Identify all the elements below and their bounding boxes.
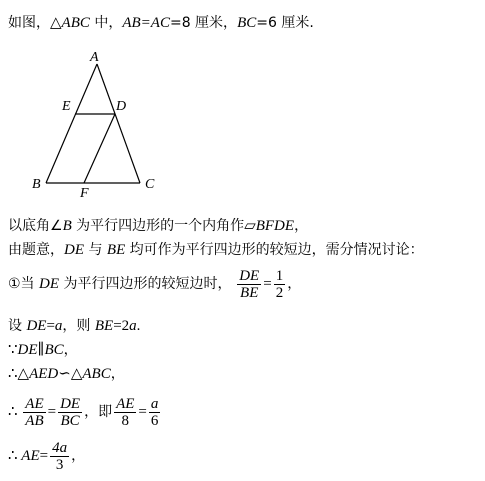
solution-line-6: ∴△AED∽△ABC， <box>8 366 125 382</box>
fraction-one-half: $\frac{1}{2}$ <box>275 268 284 301</box>
fraction-4a-3: $\frac{4a}{3}$ <box>52 440 68 473</box>
label-e: E <box>62 99 71 114</box>
side-ac <box>97 64 140 183</box>
label-a: A <box>90 50 99 65</box>
solution-line-3: ①当 DE 为平行四边形的较短边时， $\frac{DE}{BE}$ = $\frac{1}{2}$ ， <box>8 268 302 301</box>
solution-line-1: 以底角∠B 为平行四边形的一个内角作▱BFDE， <box>8 218 309 234</box>
fraction-de-over-be: $\frac{DE}{BE}$ <box>239 268 260 301</box>
label-b: B <box>32 177 41 192</box>
solution-line-7: ∴ $\frac{AE}{AB}$ = $\frac{DE}{BC}$ ，即 $\frac{AE}{8}$ = $\frac{a}{6}$ <box>8 396 159 429</box>
fraction-ae-ab: $\frac{AE}{AB}$ <box>25 396 44 429</box>
solution-line-2: 由题意，DE 与 BE 均可作为平行四边形的较短边，需分情况讨论： <box>8 242 424 258</box>
label-c: C <box>145 177 155 192</box>
label-d: D <box>116 99 127 114</box>
fraction-a-6: $\frac{a}{6}$ <box>150 396 159 429</box>
segment-df <box>84 114 115 183</box>
side-ab <box>46 64 97 183</box>
fraction-de-bc: $\frac{DE}{BC}$ <box>60 396 81 429</box>
solution-line-4: 设 DE=a，则 BE=2a. <box>8 318 141 334</box>
solution-line-8: ∴ AE= $\frac{4a}{3}$ ， <box>8 440 86 473</box>
problem-statement: 如图，△ABC 中，AB=AC=8 厘米，BC=6 厘米. <box>8 15 314 31</box>
solution-line-5: ∵DE∥BC， <box>8 342 78 358</box>
label-f: F <box>80 186 89 201</box>
fraction-ae-8: $\frac{AE}{8}$ <box>116 396 135 429</box>
